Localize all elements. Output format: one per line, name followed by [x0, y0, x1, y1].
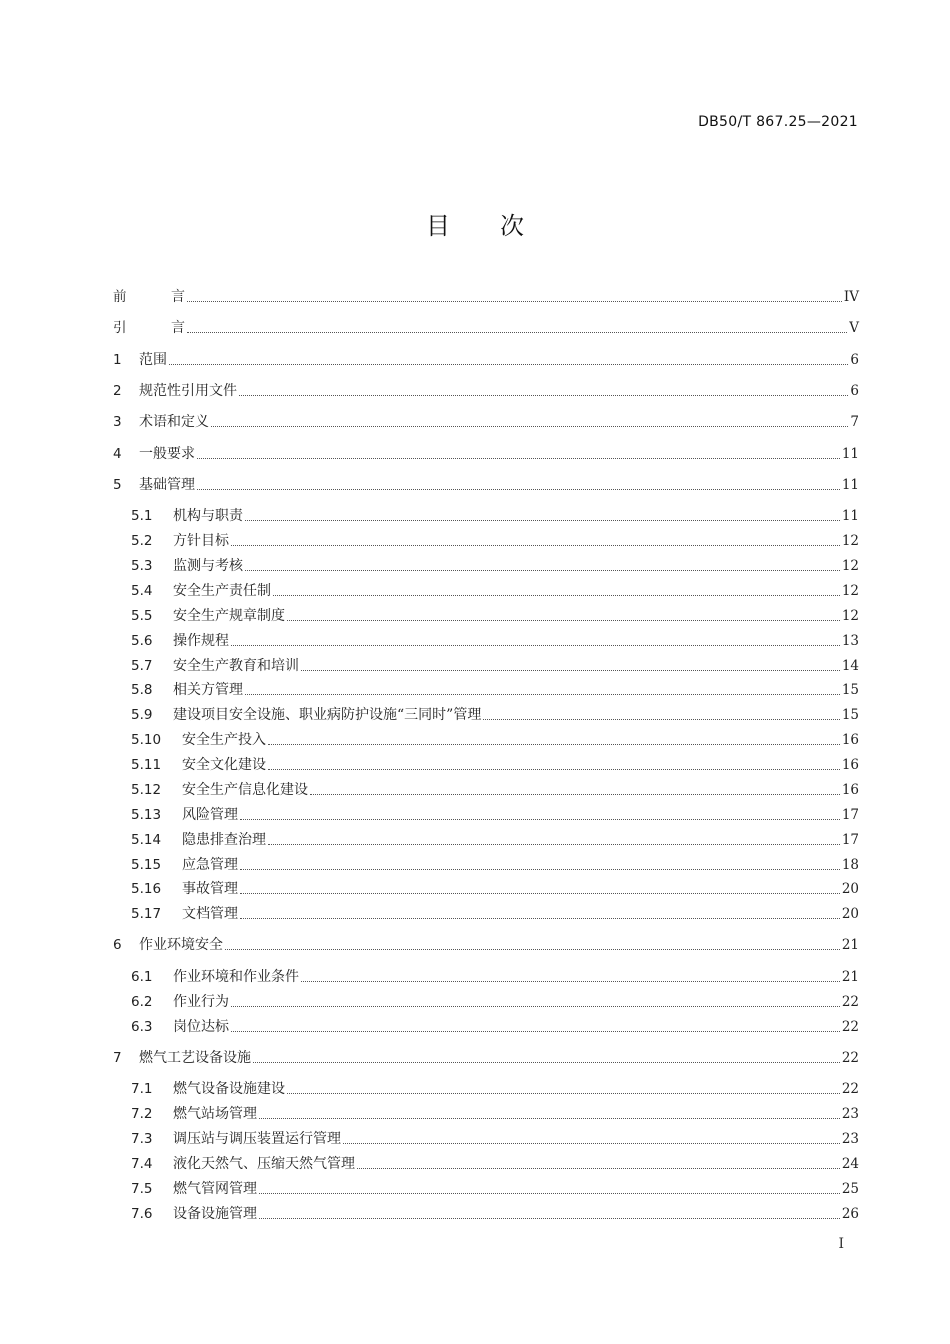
dot-leader: [240, 818, 840, 820]
toc-entry-page: 12: [841, 533, 859, 549]
toc-entry[interactable]: [113, 475, 859, 495]
toc-entry[interactable]: [131, 1104, 859, 1124]
toc-entry-page: 21: [841, 969, 859, 985]
toc-entry-page: 12: [841, 608, 859, 624]
dot-leader: [287, 619, 840, 621]
toc-entry-page: 15: [841, 682, 859, 698]
toc-entry-number: 5.6: [131, 633, 153, 649]
toc-entry[interactable]: [113, 1048, 859, 1068]
toc-entry-page: 11: [841, 446, 859, 462]
toc-entry-number: 5.3: [131, 558, 153, 574]
toc-entry-title: 范围: [139, 352, 167, 368]
dot-leader: [245, 569, 840, 571]
toc-entry-title: 隐患排查治理: [182, 832, 266, 848]
toc-entry-number: 4: [113, 446, 122, 462]
toc-entry-page: 25: [841, 1181, 859, 1197]
toc-entry[interactable]: [131, 631, 859, 651]
toc-entry-page: 16: [841, 732, 859, 748]
toc-entry[interactable]: [131, 1154, 859, 1174]
toc-entry-page: 20: [841, 906, 859, 922]
toc-entry[interactable]: [131, 855, 859, 875]
toc-entry-title: 岗位达标: [173, 1019, 229, 1035]
toc-entry-page: 26: [841, 1206, 859, 1222]
toc-entry[interactable]: [113, 935, 859, 955]
toc-entry-number: 5.12: [131, 782, 162, 798]
toc-entry-number: 7.4: [131, 1156, 153, 1172]
toc-entry-title: 规范性引用文件: [139, 383, 237, 399]
toc-entry-title: 燃气管网管理: [173, 1181, 257, 1197]
dot-leader: [240, 868, 840, 870]
dot-leader: [240, 917, 840, 919]
dot-leader: [245, 693, 840, 695]
page-number: I: [838, 1236, 844, 1252]
toc-entry-page: 15: [841, 707, 859, 723]
dot-leader: [259, 1117, 840, 1119]
toc-entry-number: 7.3: [131, 1131, 153, 1147]
toc-entry-page: 6: [850, 383, 859, 399]
toc-entry-number: 5.9: [131, 707, 153, 723]
toc-entry-number: 5.16: [131, 881, 162, 897]
toc-entry-title: 建设项目安全设施、职业病防护设施“三同时”管理: [173, 707, 482, 723]
toc-entry-number: 5.2: [131, 533, 153, 549]
dot-leader: [197, 457, 840, 459]
dot-leader: [301, 980, 840, 982]
toc-entry-page: 23: [841, 1131, 859, 1147]
toc-entry-number: 5.14: [131, 832, 162, 848]
toc-entry-page: 21: [841, 937, 859, 953]
toc-entry-title: 作业环境安全: [139, 937, 223, 953]
toc-entry-title: 应急管理: [182, 857, 238, 873]
toc-entry-title: 术语和定义: [139, 414, 209, 430]
dot-leader: [231, 544, 840, 546]
toc-entry-number: 7.2: [131, 1106, 153, 1122]
toc-entry-page: 20: [841, 881, 859, 897]
toc-entry[interactable]: [131, 730, 859, 750]
toc-entry[interactable]: [131, 830, 859, 850]
toc-entry-number: 6.3: [131, 1019, 153, 1035]
toc-entry-page: 7: [850, 414, 859, 430]
toc-entry-page: 17: [841, 807, 859, 823]
dot-leader: [245, 519, 840, 521]
dot-leader: [259, 1192, 840, 1194]
toc-entry-title: 言: [171, 289, 185, 305]
toc-entry-title: 设备设施管理: [173, 1206, 257, 1222]
toc-entry[interactable]: [131, 1129, 859, 1149]
toc-entry-title: 安全生产投入: [182, 732, 266, 748]
toc-entry-number: 7: [113, 1050, 122, 1066]
toc-entry[interactable]: [131, 680, 859, 700]
toc-entry-page: 17: [841, 832, 859, 848]
toc-entry-number: 5.1: [131, 508, 153, 524]
toc-entry[interactable]: [113, 318, 859, 338]
toc-entry-title: 作业环境和作业条件: [173, 969, 299, 985]
dot-leader: [287, 1092, 840, 1094]
toc-entry-page: 22: [841, 1081, 859, 1097]
toc-entry-title: 相关方管理: [173, 682, 243, 698]
toc-entry-page: 12: [841, 583, 859, 599]
dot-leader: [310, 793, 840, 795]
toc-entry-title: 安全生产信息化建设: [182, 782, 308, 798]
toc-entry-title: 安全生产责任制: [173, 583, 271, 599]
dot-leader: [483, 718, 839, 720]
document-code: DB50/T 867.25—2021: [698, 114, 858, 130]
toc-entry-page: 11: [841, 508, 859, 524]
toc-entry-number: 前: [113, 289, 127, 305]
toc-entry-number: 5.15: [131, 857, 162, 873]
toc-entry[interactable]: [131, 1017, 859, 1037]
toc-entry-number: 5: [113, 477, 122, 493]
toc-entry-title: 作业行为: [173, 994, 229, 1010]
toc-entry[interactable]: [131, 506, 859, 526]
toc-entry-title: 文档管理: [182, 906, 238, 922]
dot-leader: [211, 425, 848, 427]
toc-entry-page: 24: [841, 1156, 859, 1172]
toc-entry-title: 监测与考核: [173, 558, 243, 574]
toc-entry-number: 引: [113, 320, 127, 336]
toc-entry-page: 16: [841, 782, 859, 798]
toc-entry-number: 3: [113, 414, 122, 430]
toc-entry[interactable]: [131, 581, 859, 601]
dot-leader: [268, 843, 840, 845]
toc-entry-page: 14: [841, 658, 859, 674]
toc-entry-number: 7.6: [131, 1206, 153, 1222]
toc-entry-number: 5.13: [131, 807, 162, 823]
dot-leader: [343, 1142, 840, 1144]
toc-entry-number: 1: [113, 352, 122, 368]
toc-entry-title: 燃气工艺设备设施: [139, 1050, 251, 1066]
toc-entry-number: 7.1: [131, 1081, 153, 1097]
toc-entry-title: 言: [171, 320, 185, 336]
toc-entry[interactable]: [131, 1204, 859, 1224]
toc-entry[interactable]: [113, 381, 859, 401]
toc-entry[interactable]: [131, 556, 859, 576]
dot-leader: [268, 743, 840, 745]
toc-entry-number: 5.17: [131, 906, 162, 922]
toc-entry-title: 一般要求: [139, 446, 195, 462]
toc-entry-number: 5.4: [131, 583, 153, 599]
toc-entry-number: 6.2: [131, 994, 153, 1010]
dot-leader: [197, 488, 840, 490]
dot-leader: [273, 594, 840, 596]
toc-entry-page: 6: [850, 352, 859, 368]
toc-entry-page: 23: [841, 1106, 859, 1122]
dot-leader: [231, 1005, 840, 1007]
toc-entry-page: V: [849, 320, 859, 336]
toc-entry-title: 操作规程: [173, 633, 229, 649]
toc-entry[interactable]: [131, 992, 859, 1012]
toc-entry-title: 方针目标: [173, 533, 229, 549]
toc-entry-title: 事故管理: [182, 881, 238, 897]
toc-entry-page: 22: [841, 994, 859, 1010]
toc-entry-page: 13: [841, 633, 859, 649]
dot-leader: [253, 1061, 840, 1063]
toc-entry[interactable]: [131, 805, 859, 825]
toc-entry-page: 18: [841, 857, 859, 873]
toc-entry[interactable]: [113, 444, 859, 464]
toc-entry-title: 液化天然气、压缩天然气管理: [173, 1156, 355, 1172]
toc-entry[interactable]: [131, 904, 859, 924]
dot-leader: [240, 892, 840, 894]
dot-leader: [231, 1030, 840, 1032]
toc-entry[interactable]: [113, 287, 859, 307]
toc-entry[interactable]: [131, 755, 859, 775]
toc-entry[interactable]: [131, 705, 859, 725]
dot-leader: [225, 948, 840, 950]
toc-entry[interactable]: [131, 879, 859, 899]
toc-entry-title: 风险管理: [182, 807, 238, 823]
toc-entry-page: 12: [841, 558, 859, 574]
toc-entry-title: 调压站与调压装置运行管理: [173, 1131, 341, 1147]
toc-entry-page: 22: [841, 1019, 859, 1035]
dot-leader: [187, 331, 847, 333]
toc-entry[interactable]: [131, 656, 859, 676]
dot-leader: [268, 768, 840, 770]
toc-entry[interactable]: [131, 780, 859, 800]
toc-entry-number: 5.5: [131, 608, 153, 624]
toc-entry-number: 5.11: [131, 757, 162, 773]
toc-entry-number: 5.8: [131, 682, 153, 698]
toc-entry-title: 安全生产规章制度: [173, 608, 285, 624]
dot-leader: [231, 644, 840, 646]
toc-entry-page: IV: [843, 289, 859, 305]
toc-entry-title: 机构与职责: [173, 508, 243, 524]
toc-entry-number: 6.1: [131, 969, 153, 985]
toc-entry-title: 安全文化建设: [182, 757, 266, 773]
toc-entry[interactable]: [131, 606, 859, 626]
toc-entry[interactable]: [131, 1179, 859, 1199]
toc-entry-page: 11: [841, 477, 859, 493]
dot-leader: [169, 363, 848, 365]
page-title: 目次: [426, 212, 574, 240]
dot-leader: [259, 1217, 840, 1219]
toc-entry-title: 燃气站场管理: [173, 1106, 257, 1122]
toc-entry-title: 安全生产教育和培训: [173, 658, 299, 674]
toc-entry-page: 22: [841, 1050, 859, 1066]
toc-entry-number: 7.5: [131, 1181, 153, 1197]
toc-entry-number: 5.10: [131, 732, 162, 748]
dot-leader: [239, 394, 848, 396]
toc-entry[interactable]: [131, 967, 859, 987]
toc-entry-number: 6: [113, 937, 122, 953]
toc-entry-number: 5.7: [131, 658, 153, 674]
toc-entry[interactable]: [131, 531, 859, 551]
toc-entry[interactable]: [113, 412, 859, 432]
dot-leader: [301, 669, 840, 671]
toc-entry-page: 16: [841, 757, 859, 773]
dot-leader: [357, 1167, 840, 1169]
toc-entry[interactable]: [131, 1079, 859, 1099]
toc-entry[interactable]: [113, 350, 859, 370]
toc-entry-title: 燃气设备设施建设: [173, 1081, 285, 1097]
toc-entry-title: 基础管理: [139, 477, 195, 493]
toc-entry-number: 2: [113, 383, 122, 399]
dot-leader: [187, 300, 842, 302]
